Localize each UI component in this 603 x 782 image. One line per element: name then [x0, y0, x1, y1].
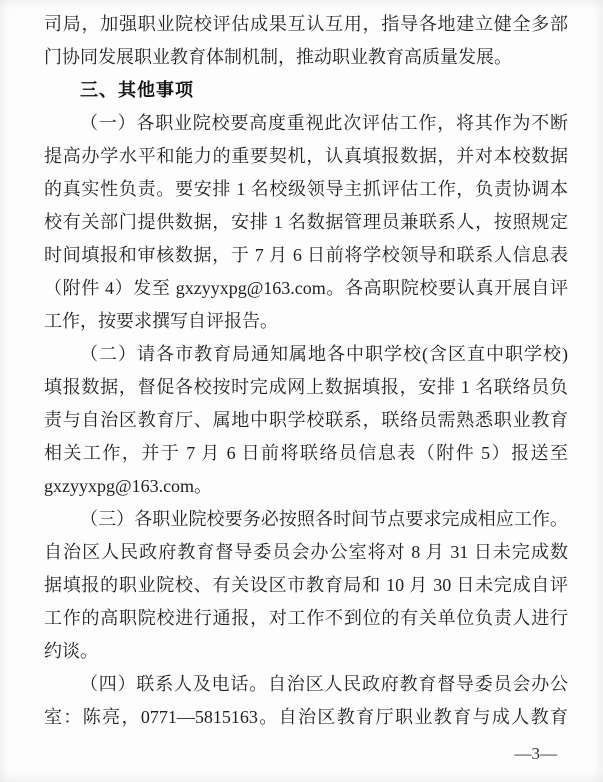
text-line: 司局，加强职业院校评估成果互认互用，指导各地建立健全多部 [44, 14, 568, 34]
text-line: 提高办学水平和能力的重要契机，认真填报数据，并对本校数据 [44, 146, 568, 166]
text-line: 工作的高职院校进行通报，对工作不到位的有关单位负责人进行 [44, 608, 568, 628]
page-number: —3— [514, 744, 557, 763]
text-line: （一）各职业院校要高度重视此次评估工作，将其作为不断 [80, 113, 568, 133]
text-line: gxzyyxpg@163.com。 [44, 476, 213, 496]
paragraph [44, 107, 568, 338]
paragraph [44, 668, 568, 734]
text-line: 自治区人民政府教育督导委员会办公室将对 8 月 31 日未完成数 [44, 542, 568, 562]
text-line: 责与自治区教育厅、属地中职学校联系，联络员需熟悉职业教育 [44, 410, 568, 430]
text-line: （附件 4）发至 gxzyyxpg@163.com。各高职院校要认真开展自评 [44, 278, 568, 298]
text-line: 门协同发展职业教育体制机制，推动职业教育高质量发展。 [44, 47, 512, 67]
text-line: （四）联系人及电话。自治区人民政府教育督导委员会办公 [80, 674, 568, 694]
text-line: 工作，按要求撰写自评报告。 [44, 311, 278, 331]
text-line: 时间填报和审核数据，于 7 月 6 日前将学校领导和联系人信息表 [44, 245, 568, 265]
text-line: 三、其他事项 [80, 80, 194, 100]
paragraph [44, 503, 568, 668]
text-line: 校有关部门提供数据，安排 1 名数据管理员兼联系人，按照规定 [44, 212, 568, 232]
text-line: 的真实性负责。要安排 1 名校级领导主抓评估工作，负责协调本 [44, 179, 568, 199]
text-line: （二）请各市教育局通知属地各中职学校(含区直中职学校) [80, 344, 568, 364]
paragraph [44, 8, 568, 74]
text-line: （三）各职业院校要务必按照各时间节点要求完成相应工作。 [80, 509, 568, 529]
text-line: 室：陈亮，0771—5815163。自治区教育厅职业教育与成人教育 [44, 707, 568, 727]
text-line: 相关工作，并于 7 月 6 日前将联络员信息表（附件 5）报送至 [44, 443, 568, 463]
section-heading [44, 74, 568, 107]
text-line: 约谈。 [44, 641, 98, 661]
text-line: 填报数据，督促各校按时完成网上数据填报，安排 1 名联络员负 [44, 377, 568, 397]
text-line: 据填报的职业院校、有关设区市教育局和 10 月 30 日未完成自评 [44, 575, 568, 595]
document-body [44, 8, 568, 734]
paragraph [44, 338, 568, 503]
